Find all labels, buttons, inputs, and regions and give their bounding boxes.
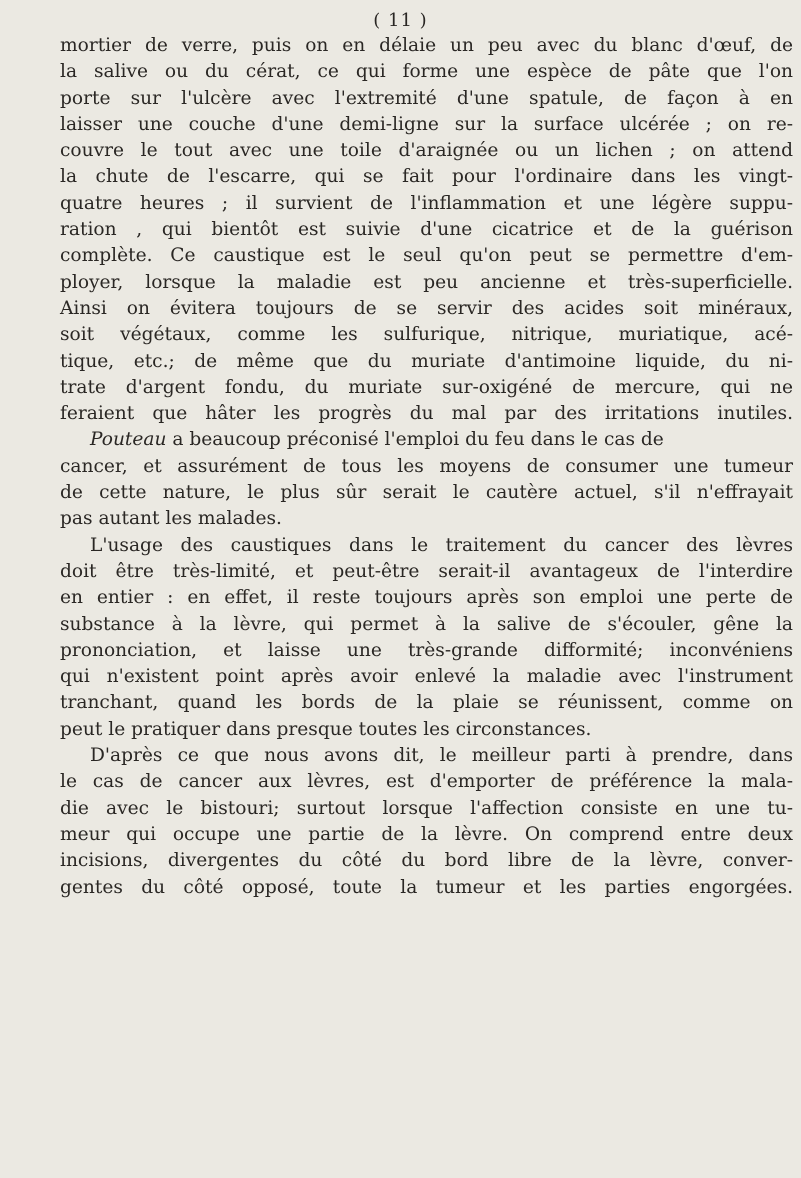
text-line: feraient que hâter les progrès du mal par des irritations inutiles. bbox=[60, 403, 793, 425]
text-line: incisions, divergentes du côté du bord libre de la lèvre, conver- bbox=[60, 850, 793, 872]
paragraph-1 bbox=[60, 33, 793, 427]
text-line: tique, etc.; de même que du muriate d'antimoine liquide, du ni- bbox=[60, 350, 793, 372]
text-line: couvre le tout avec une toile d'araignée ou un lichen ; on attend bbox=[60, 140, 793, 162]
text-line: complète. Ce caustique est le seul qu'on peut se permettre d'em- bbox=[60, 245, 793, 267]
text-line: quatre heures ; il survient de l'inflammation et une légère suppu- bbox=[60, 192, 793, 214]
text-line: de cette nature, le plus sûr serait le cautère actuel, s'il n'effrayait bbox=[60, 482, 793, 504]
text-line: qui n'existent point après avoir enlevé la maladie avec l'instrument bbox=[60, 666, 793, 688]
text-line: cancer, et assurément de tous les moyens de consumer une tumeur bbox=[60, 455, 793, 477]
text-line: Ainsi on évitera toujours de se servir des acides soit minéraux, bbox=[60, 297, 793, 319]
paragraph-2 bbox=[60, 427, 793, 532]
text-line: pas autant les malades. bbox=[60, 508, 282, 530]
text-line: ployer, lorsque la maladie est peu ancienne et très-superficielle. bbox=[60, 271, 793, 293]
text-line: mortier de verre, puis on en délaie un peu avec du blanc d'œuf, de bbox=[60, 35, 793, 56]
text-line: die avec le bistouri; surtout lorsque l'affection consiste en une tu- bbox=[60, 797, 793, 819]
paragraph-3 bbox=[60, 533, 793, 743]
text-line: laisser une couche d'une demi-ligne sur la surface ulcérée ; on re- bbox=[60, 113, 793, 135]
text-line: peut le pratiquer dans presque toutes les circonstances. bbox=[60, 718, 592, 740]
paragraph-4 bbox=[60, 743, 793, 901]
body-text bbox=[60, 33, 793, 901]
text-line: tranchant, quand les bords de la plaie se réunissent, comme on bbox=[60, 692, 793, 714]
text-line: prononciation, et laisse une très-grande difformité; inconvéniens bbox=[60, 639, 793, 661]
text-line: doit être très-limité, et peut-être serait-il avantageux de l'interdire bbox=[60, 560, 793, 582]
text-line: D'après ce que nous avons dit, le meilleur parti à prendre, dans bbox=[90, 745, 793, 767]
text-line: la chute de l'escarre, qui se fait pour l'ordinaire dans les vingt- bbox=[60, 166, 793, 188]
text-line: le cas de cancer aux lèvres, est d'emporter de préférence la mala- bbox=[60, 771, 793, 793]
text-line: porte sur l'ulcère avec l'extremité d'une spatule, de façon à en bbox=[60, 87, 793, 109]
text-line: L'usage des caustiques dans le traitement du cancer des lèvres bbox=[90, 534, 793, 556]
text-line: meur qui occupe une partie de la lèvre. On comprend entre deux bbox=[60, 823, 793, 845]
text-line: ration , qui bientôt est suivie d'une cicatrice et de la guérison bbox=[60, 219, 793, 241]
text-line: trate d'argent fondu, du muriate sur-oxigéné de mercure, qui ne bbox=[60, 376, 793, 398]
text-line-rest: a beaucoup préconisé l'emploi du feu dans le cas de bbox=[166, 429, 664, 451]
text-line: gentes du côté opposé, toute la tumeur et les parties engorgées. bbox=[60, 876, 793, 898]
text-line bbox=[60, 427, 793, 453]
text-line: en entier : en effet, il reste toujours après son emploi une perte de bbox=[60, 587, 793, 609]
text-line: la salive ou du cérat, ce qui forme une espèce de pâte que l'on bbox=[60, 61, 793, 83]
text-line: soit végétaux, comme les sulfurique, nitrique, muriatique, acé- bbox=[60, 324, 793, 346]
text-line: substance à la lèvre, qui permet à la salive de s'écouler, gêne la bbox=[60, 613, 793, 635]
author-name-italic: Pouteau bbox=[90, 429, 167, 451]
page-number: ( 11 ) bbox=[373, 10, 428, 31]
